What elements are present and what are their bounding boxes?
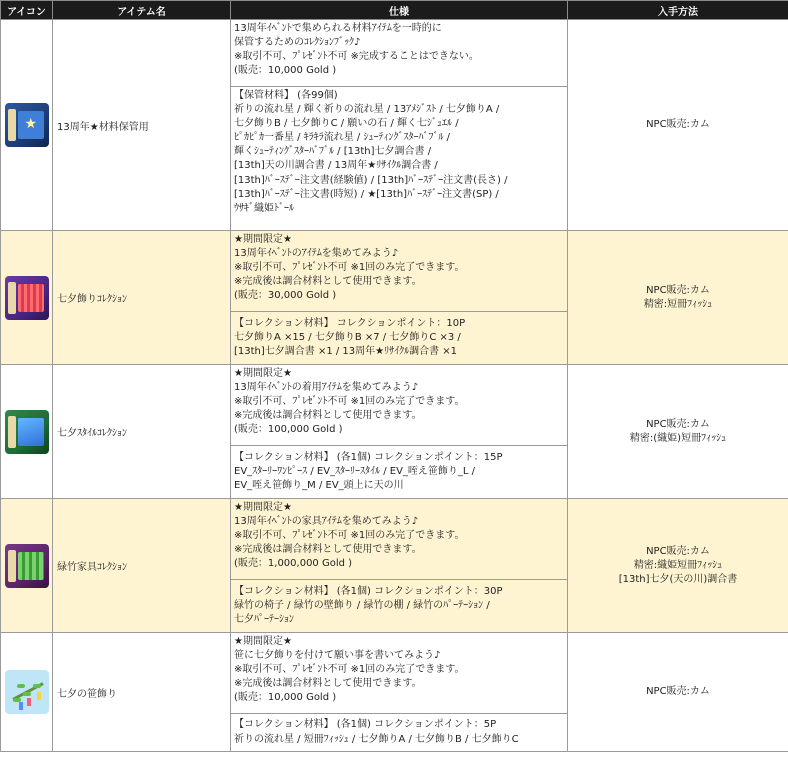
header-name: アイテム名 [53, 1, 231, 20]
spec-description: ★期間限定★ 13周年ｲﾍﾞﾝﾄの着用ｱｲﾃﾑを集めてみよう♪ ※取引不可、ﾌﾟﾚｾﾞﾝﾄ不可 ※1回のみ完了できます。 ※完成後は調合材料として使用できます。 (販売：100,000 Gold ) [231, 365, 568, 446]
header-how: 入手方法 [568, 1, 788, 20]
header-row [1, 1, 788, 20]
table-row [1, 20, 788, 87]
icon-cell [1, 231, 53, 365]
bamboo-branch-icon [5, 670, 49, 714]
header-icon: アイコン [1, 1, 53, 20]
tanabata-decoration-book-icon [5, 276, 49, 320]
icon-cell [1, 499, 53, 633]
acquisition-method: NPC販売:カム 精密:織姫短冊ﾌｨｯｼｭ [13th]七夕(天の川)調合書 [568, 499, 788, 633]
item-name: 13周年★材料保管用 [53, 20, 231, 231]
spec-materials: 【コレクション材料】 (各1個) コレクションポイント：5P 祈りの流れ星 / 短冊ﾌｨｯｼｭ / 七夕飾りA / 七夕飾りB / 七夕飾りC [231, 714, 568, 752]
item-name: 七夕の笹飾り [53, 633, 231, 752]
item-name: 七夕飾りｺﾚｸｼｮﾝ [53, 231, 231, 365]
spec-description: ★期間限定★ 13周年ｲﾍﾞﾝﾄのｱｲﾃﾑを集めてみよう♪ ※取引不可、ﾌﾟﾚｾﾞﾝﾄ不可 ※1回のみ完了できます。 ※完成後は調合材料として使用できます。 (販売：30,000 Gold ) [231, 231, 568, 312]
acquisition-method: NPC販売:カム 精密:短冊ﾌｨｯｼｭ [568, 231, 788, 365]
header-spec: 仕様 [231, 1, 568, 20]
tanabata-style-book-icon [5, 410, 49, 454]
table-row [1, 633, 788, 714]
acquisition-method: NPC販売:カム [568, 20, 788, 231]
icon-cell [1, 633, 53, 752]
spec-materials: 【コレクション材料】 コレクションポイント：10P 七夕飾りA ×15 / 七夕飾りB ×7 / 七夕飾りC ×3 / [13th]七夕調合書 ×1 / 13周年★ﾘｻｲｸﾙ調合書 ×1 [231, 312, 568, 365]
item-name: 七夕ｽﾀｲﾙｺﾚｸｼｮﾝ [53, 365, 231, 499]
spec-materials: 【コレクション材料】 (各1個) コレクションポイント：30P 緑竹の椅子 / 緑竹の壁飾り / 緑竹の棚 / 緑竹のﾊﾟｰﾃｰｼｮﾝ / 七夕ﾊﾟｰﾃｰｼｮﾝ [231, 580, 568, 633]
acquisition-method: NPC販売:カム [568, 633, 788, 752]
spec-description: 13周年ｲﾍﾞﾝﾄで集められる材料ｱｲﾃﾑを一時的に 保管するためのｺﾚｸｼｮﾝﾌﾞｯｸ♪ ※取引不可、ﾌﾟﾚｾﾞﾝﾄ不可 ※完成することはできない。 (販売：10,000 Gold ) [231, 20, 568, 87]
blue-star-book-icon: ★ [5, 103, 49, 147]
acquisition-method: NPC販売:カム 精密:(織姫)短冊ﾌｨｯｼｭ [568, 365, 788, 499]
icon-cell [1, 365, 53, 499]
table-row [1, 499, 788, 580]
spec-description: ★期間限定★ 笹に七夕飾りを付けて願い事を書いてみよう♪ ※取引不可、ﾌﾟﾚｾﾞﾝﾄ不可 ※1回のみ完了できます。 ※完成後は調合材料として使用できます。 (販売：10,000 Gold ) [231, 633, 568, 714]
table-row [1, 365, 788, 446]
spec-materials: 【保管材料】 (各99個) 祈りの流れ星 / 輝く祈りの流れ星 / 13ｱﾒｼﾞｽﾄ / 七夕飾りA / 七夕飾りB / 七夕飾りC / 願いの石 / 輝く七ｼﾞｭｴﾙ / ﾋﾟｶﾋﾟｶ一番星 / ｷﾗｷﾗ流れ星 / ｼｭｰﾃｨﾝｸﾞｽﾀｰﾊﾞﾌﾞﾙ / 輝くｼｭｰﾃｨﾝｸﾞｽﾀｰﾊﾞﾌﾞﾙ / [13th]七夕調合書 / [13th]天の川調合書 / 13周年★ﾘｻｲｸﾙ調合書 / [13th]ﾊﾞｰｽﾃﾞｰ注文書(経験値) / [13th]ﾊﾞｰｽﾃﾞｰ注文書(長さ) / [13th]ﾊﾞｰｽﾃﾞｰ注文書(時短) / ★[13th]ﾊﾞｰｽﾃﾞｰ注文書(SP) / ｳｻｷﾞ織姫ﾄﾞｰﾙ [231, 87, 568, 231]
item-name: 緑竹家具ｺﾚｸｼｮﾝ [53, 499, 231, 633]
table-row [1, 231, 788, 312]
green-bamboo-furniture-book-icon [5, 544, 49, 588]
icon-cell [1, 20, 53, 231]
spec-description: ★期間限定★ 13周年ｲﾍﾞﾝﾄの家具ｱｲﾃﾑを集めてみよう♪ ※取引不可、ﾌﾟﾚｾﾞﾝﾄ不可 ※1回のみ完了できます。 ※完成後は調合材料として使用できます。 (販売：1,000,000 Gold ) [231, 499, 568, 580]
spec-materials: 【コレクション材料】 (各1個) コレクションポイント：15P EV_ｽﾀｰﾘｰﾜﾝﾋﾟｰｽ / EV_ｽﾀｰﾘｰｽﾀｲﾙ / EV_咥え笹飾り_L / EV_咥え笹飾り_M / EV_頭上に天の川 [231, 446, 568, 499]
